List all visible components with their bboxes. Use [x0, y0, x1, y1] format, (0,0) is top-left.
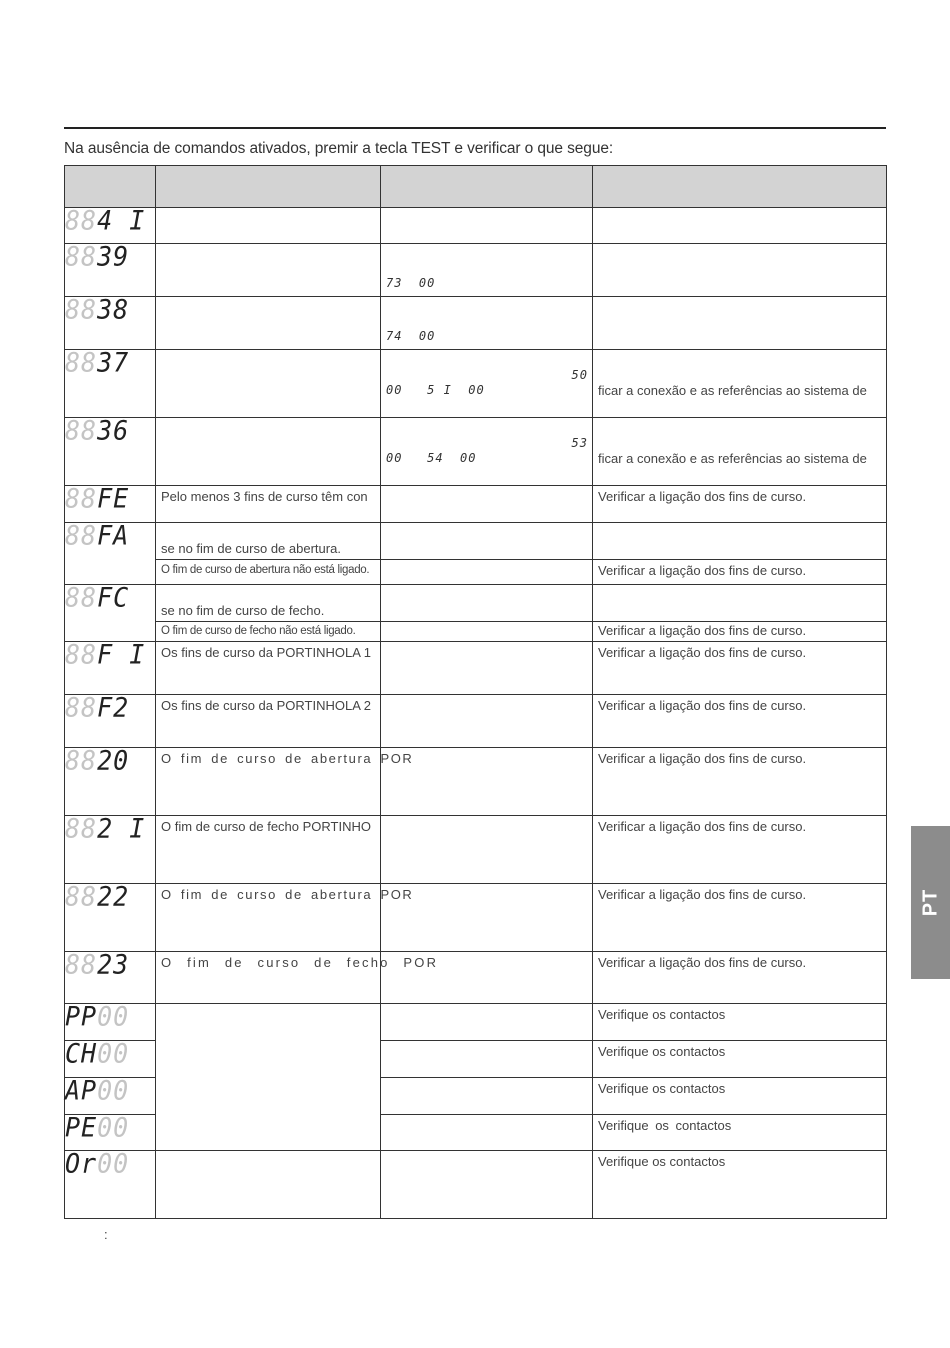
language-tab	[911, 826, 950, 979]
lcd-value: 00 5 I 00	[386, 383, 485, 397]
cell-text: Verifique os contactos	[598, 1154, 726, 1169]
display-code: 88F I	[65, 639, 146, 670]
table-row	[65, 952, 887, 1004]
cell-text: Verifique os contactos	[598, 1044, 726, 1059]
table-cell	[381, 560, 593, 585]
cell-text: Verificar a ligação dos fins de curso.	[598, 887, 807, 902]
table-cell	[381, 297, 593, 350]
table-cell	[381, 884, 593, 952]
table-cell	[156, 952, 439, 1004]
table-cell	[381, 1151, 593, 1219]
table-cell	[593, 884, 887, 952]
code-cell	[65, 1001, 156, 1041]
code-cell	[65, 1112, 156, 1151]
display-code: 882 I	[65, 813, 146, 844]
cell-text: Verificar a ligação dos fins de curso.	[598, 489, 807, 504]
display-code: 8839	[65, 241, 130, 272]
table-cell	[593, 622, 887, 642]
table-row	[65, 208, 887, 244]
code-cell	[65, 582, 156, 642]
table-cell	[381, 486, 593, 523]
table-cell	[156, 642, 381, 695]
cell-text: se no fim de curso de abertura.	[161, 541, 341, 556]
table-row	[65, 560, 887, 585]
table-cell	[156, 350, 381, 418]
display-code: Or00	[65, 1148, 130, 1179]
code-cell	[65, 881, 156, 952]
display-code: 8836	[65, 415, 130, 446]
code-cell	[65, 949, 156, 1004]
table-cell	[593, 486, 887, 523]
table-cell	[381, 1004, 593, 1041]
table-cell	[156, 585, 381, 622]
display-code: 8822	[65, 881, 130, 912]
cell-text: Verifique os contactos	[598, 1007, 726, 1022]
table-cell	[381, 642, 593, 695]
cell-text: Verifique os contactos	[598, 1118, 732, 1133]
diagnostics-table	[64, 165, 887, 1219]
table-cell	[593, 560, 887, 585]
table-cell	[593, 418, 887, 486]
cell-text: Verificar a ligação dos fins de curso.	[598, 751, 807, 766]
lcd-value-top: 50	[571, 368, 588, 382]
table-row	[65, 585, 887, 622]
lcd-value-top: 53	[571, 436, 588, 450]
cell-text: Verificar a ligação dos fins de curso.	[598, 698, 807, 713]
cell-text: Verifique os contactos	[598, 1081, 726, 1096]
header-cell	[593, 166, 887, 208]
code-cell	[65, 347, 156, 418]
code-cell	[65, 1148, 156, 1219]
display-code: CH00	[65, 1038, 130, 1069]
code-cell	[65, 639, 156, 695]
table-cell	[381, 622, 593, 642]
table-row	[65, 642, 887, 695]
table-cell	[156, 297, 381, 350]
display-code: 88FE	[65, 483, 130, 514]
table-cell	[381, 418, 593, 486]
cell-text: ficar a conexão e as referências ao sistema de	[598, 451, 867, 466]
table-cell	[593, 208, 887, 244]
cell-text: O fim de curso de fecho não está ligado.	[161, 625, 356, 637]
table-cell	[156, 816, 381, 884]
table-cell	[593, 1078, 887, 1115]
header-cell	[65, 166, 156, 208]
code-cell	[65, 1038, 156, 1078]
cell-text: Verificar a ligação dos fins de curso.	[598, 563, 807, 578]
cell-text: O fim de curso de abertura POR	[161, 887, 414, 902]
display-code: 88FC	[65, 582, 130, 613]
table-cell	[593, 952, 887, 1004]
cell-text: Verificar a ligação dos fins de curso.	[598, 955, 807, 970]
table-cell	[593, 350, 887, 418]
table-cell	[593, 1004, 887, 1041]
intro-text: Na ausência de comandos ativados, premir a tecla TEST e verificar o que segue:	[64, 140, 614, 157]
table-cell	[381, 1041, 593, 1078]
code-cell	[65, 483, 156, 523]
table-header-row	[65, 166, 887, 208]
table-cell	[381, 350, 593, 418]
code-cell	[65, 813, 156, 884]
table-cell	[593, 1115, 887, 1151]
table-cell	[156, 418, 381, 486]
table-row	[65, 1004, 887, 1041]
table-cell	[381, 244, 593, 297]
header-cell	[381, 166, 593, 208]
code-cell	[65, 692, 156, 748]
table-cell	[381, 208, 593, 244]
table-cell	[593, 748, 887, 816]
table-row	[65, 1151, 887, 1219]
lcd-value: 73 00	[386, 276, 436, 290]
table-cell	[593, 297, 887, 350]
cell-text: ficar a conexão e as referências ao sistema de	[598, 383, 867, 398]
table-cell	[156, 208, 381, 244]
table-cell	[381, 523, 593, 560]
table-row	[65, 884, 887, 952]
code-cell	[65, 294, 156, 350]
cell-text: Verificar a ligação dos fins de curso.	[598, 645, 807, 660]
cell-text: O fim de curso de fecho PORTINHO	[161, 819, 371, 834]
code-cell	[65, 415, 156, 486]
table-cell	[593, 523, 887, 560]
table-cell	[156, 560, 381, 585]
table-cell	[593, 244, 887, 297]
table-cell	[381, 695, 593, 748]
table-cell	[156, 1151, 381, 1219]
cell-text: O fim de curso de abertura POR	[161, 751, 414, 766]
table-cell	[593, 695, 887, 748]
table-cell	[593, 1041, 887, 1078]
display-code: 8838	[65, 294, 130, 325]
display-code: AP00	[65, 1075, 130, 1106]
table-cell	[381, 952, 593, 1004]
table-cell	[381, 585, 593, 622]
table-row	[65, 622, 887, 642]
table-row	[65, 418, 887, 486]
table-row	[65, 695, 887, 748]
cell-text: O fim de curso de abertura não está ligado.	[161, 564, 370, 576]
table-cell	[593, 1151, 887, 1219]
table-cell	[381, 816, 593, 884]
display-code: 884 I	[65, 205, 146, 236]
cell-text: Verificar a ligação dos fins de curso.	[598, 623, 807, 638]
language-tab-label: PT	[919, 888, 941, 917]
header-cell	[156, 166, 381, 208]
table-cell	[156, 748, 414, 816]
table-row	[65, 748, 887, 816]
display-code: 8837	[65, 347, 130, 378]
cell-text: se no fim de curso de fecho.	[161, 603, 325, 618]
display-code: PP00	[65, 1001, 130, 1032]
table-cell	[381, 1115, 593, 1151]
code-cell	[65, 745, 156, 816]
table-cell	[381, 1078, 593, 1115]
table-row	[65, 244, 887, 297]
table-row	[65, 816, 887, 884]
code-cell	[65, 520, 156, 585]
table-cell	[156, 523, 381, 560]
table-row	[65, 350, 887, 418]
table-cell	[593, 816, 887, 884]
code-cell	[65, 241, 156, 297]
display-code: 88F2	[65, 692, 130, 723]
cell-text: Verificar a ligação dos fins de curso.	[598, 819, 807, 834]
table-cell	[593, 642, 887, 695]
display-code: 8823	[65, 949, 130, 980]
table-cell	[593, 585, 887, 622]
table-cell	[156, 622, 381, 642]
code-cell	[65, 205, 156, 244]
cell-text: Os fins de curso da PORTINHOLA 1	[161, 645, 372, 660]
table-cell	[156, 486, 381, 523]
table-cell	[156, 695, 381, 748]
cell-text: Pelo menos 3 fins de curso têm con	[161, 489, 368, 504]
table-row	[65, 486, 887, 523]
display-code: 88FA	[65, 520, 130, 551]
table-cell	[381, 748, 593, 816]
code-cell	[65, 1075, 156, 1115]
cell-text: O fim de curso de fecho POR	[161, 955, 439, 970]
lcd-value: 74 00	[386, 329, 436, 343]
display-code: 8820	[65, 745, 130, 776]
table-cell	[156, 884, 414, 952]
table-cell	[156, 1004, 381, 1151]
cell-text: Os fins de curso da PORTINHOLA 2	[161, 698, 372, 713]
table-cell	[156, 244, 381, 297]
display-code: PE00	[65, 1112, 130, 1143]
table-row	[65, 297, 887, 350]
lcd-value: 00 54 00	[386, 451, 477, 465]
footnote: :	[104, 1227, 108, 1242]
table-row	[65, 523, 887, 560]
top-rule	[64, 127, 886, 129]
